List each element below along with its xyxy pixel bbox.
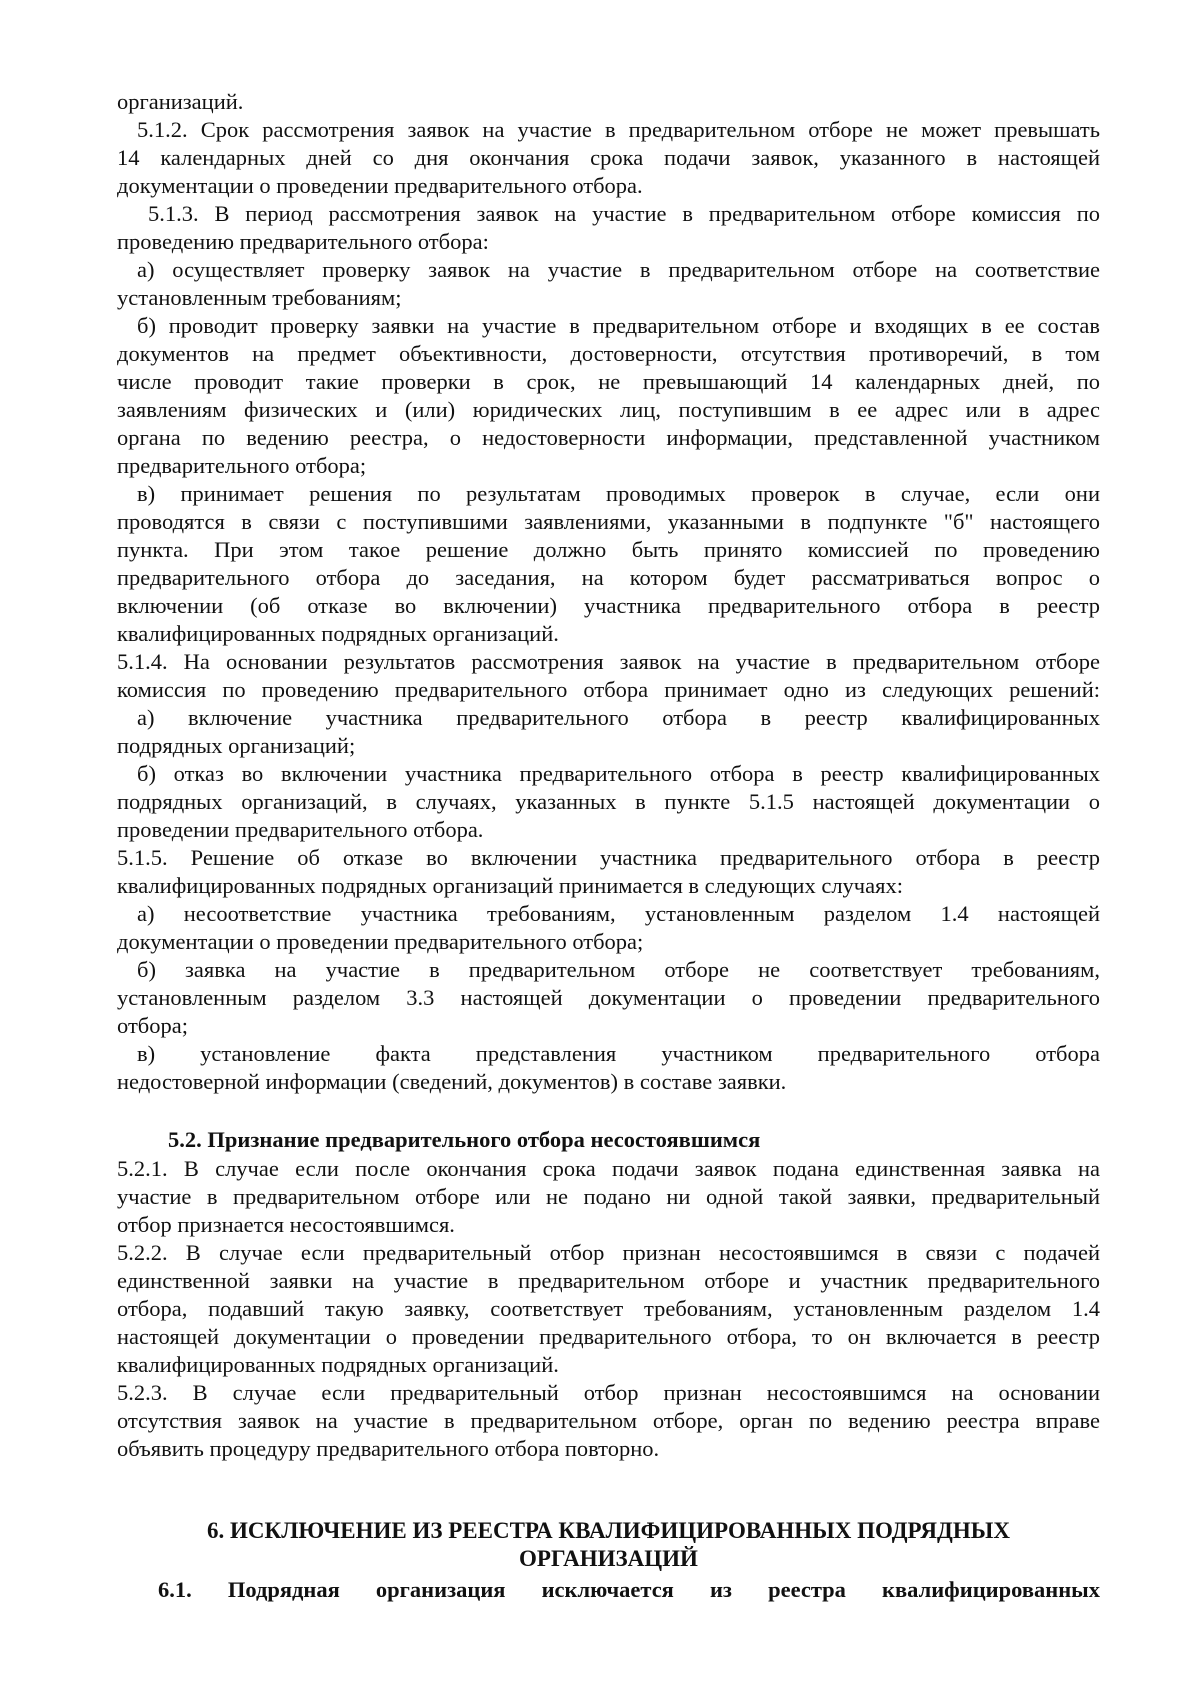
text-line: объявить процедуру предварительного отбора повторно. <box>117 1436 660 1461</box>
text-line: квалифицированных подрядных организаций принимается в следующих случаях: <box>117 873 903 898</box>
text-line: подрядных организаций, в случаях, указанных в пункте 5.1.5 настоящей документации о <box>117 789 1100 814</box>
text-line: отбора; <box>117 1013 188 1038</box>
text-line: документов на предмет объективности, достоверности, отсутствия противоречий, в том <box>117 341 1100 366</box>
text-line: предварительного отбора; <box>117 453 367 478</box>
text-line: установленным требованиям; <box>117 285 402 310</box>
text-line: 5.2.3. В случае если предварительный отбор признан несостоявшимся на основании <box>117 1380 1100 1405</box>
text-line: 5.1.4. На основании результатов рассмотрения заявок на участие в предварительном отборе <box>117 649 1100 674</box>
text-line: проводятся в связи с поступившими заявлениями, указанными в подпункте "б" настоящего <box>117 509 1100 534</box>
text-line: 5.1.5. Решение об отказе во включении участника предварительного отбора в реестр <box>117 845 1100 870</box>
text-line: квалифицированных подрядных организаций. <box>117 1352 559 1377</box>
text-line: 5.2.1. В случае если после окончания срока подачи заявок подана единственная заявка на <box>117 1156 1100 1181</box>
chapter-heading: ОРГАНИЗАЦИЙ <box>519 1546 698 1571</box>
text-line: проведению предварительного отбора: <box>117 229 489 254</box>
text-line: отбора, подавший такую заявку, соответствует требованиям, установленным разделом 1.4 <box>117 1296 1100 1321</box>
text-line: а) несоответствие участника требованиям, установленным разделом 1.4 настоящей <box>137 901 1100 926</box>
text-line: установленным разделом 3.3 настоящей документации о проведении предварительного <box>117 985 1100 1010</box>
text-line: 6.1. Подрядная организация исключается из реестра квалифицированных <box>158 1577 1100 1602</box>
text-line: б) отказ во включении участника предварительного отбора в реестр квалифицированных <box>137 761 1100 786</box>
text-line: участие в предварительном отборе или не подано ни одной такой заявки, предварительный <box>117 1184 1100 1209</box>
text-line: настоящей документации о проведении предварительного отбора, то он включается в реестр <box>117 1324 1100 1349</box>
text-line: организаций. <box>117 89 244 114</box>
text-line: единственной заявки на участие в предварительном отборе и участник предварительного <box>117 1268 1100 1293</box>
text-line: б) проводит проверку заявки на участие в предварительном отборе и входящих в ее состав <box>137 313 1100 338</box>
text-line: в) принимает решения по результатам проводимых проверок в случае, если они <box>137 481 1100 506</box>
text-line: включении (об отказе во включении) участника предварительного отбора в реестр <box>117 593 1100 618</box>
text-line: а) включение участника предварительного отбора в реестр квалифицированных <box>137 705 1100 730</box>
text-line: а) осуществляет проверку заявок на участие в предварительном отборе на соответствие <box>137 257 1100 282</box>
text-line: 5.1.2. Срок рассмотрения заявок на участие в предварительном отборе не может превышать <box>137 117 1100 142</box>
text-line: органа по ведению реестра, о недостоверности информации, представленной участником <box>117 425 1100 450</box>
text-line: отбор признается несостоявшимся. <box>117 1212 455 1237</box>
text-line: б) заявка на участие в предварительном отборе не соответствует требованиям, <box>137 957 1100 982</box>
text-line: квалифицированных подрядных организаций. <box>117 621 559 646</box>
text-line: недостоверной информации (сведений, документов) в составе заявки. <box>117 1069 787 1094</box>
text-line: 5.1.3. В период рассмотрения заявок на участие в предварительном отборе комиссия по <box>148 201 1100 226</box>
text-line: заявлениям физических и (или) юридических лиц, поступившим в ее адрес или в адрес <box>117 397 1100 422</box>
section-heading: 5.2. Признание предварительного отбора несостоявшимся <box>168 1127 761 1152</box>
text-line: проведении предварительного отбора. <box>117 817 484 842</box>
text-line: 14 календарных дней со дня окончания срока подачи заявок, указанного в настоящей <box>117 145 1100 170</box>
text-line: числе проводит такие проверки в срок, не превышающий 14 календарных дней, по <box>117 369 1100 394</box>
chapter-heading: 6. ИСКЛЮЧЕНИЕ ИЗ РЕЕСТРА КВАЛИФИЦИРОВАННЫХ ПОДРЯДНЫХ <box>207 1518 1010 1543</box>
text-line: пункта. При этом такое решение должно быть принято комиссией по проведению <box>117 537 1100 562</box>
text-line: подрядных организаций; <box>117 733 356 758</box>
text-line: комиссия по проведению предварительного отбора принимает одно из следующих решений: <box>117 677 1100 702</box>
text-line: в) установление факта представления участником предварительного отбора <box>137 1041 1100 1066</box>
text-line: документации о проведении предварительного отбора; <box>117 929 644 954</box>
text-line: 5.2.2. В случае если предварительный отбор признан несостоявшимся в связи с подачей <box>117 1240 1100 1265</box>
text-line: документации о проведении предварительного отбора. <box>117 173 643 198</box>
text-line: предварительного отбора до заседания, на котором будет рассматриваться вопрос о <box>117 565 1100 590</box>
text-line: отсутствия заявок на участие в предварительном отборе, орган по ведению реестра вправе <box>117 1408 1100 1433</box>
